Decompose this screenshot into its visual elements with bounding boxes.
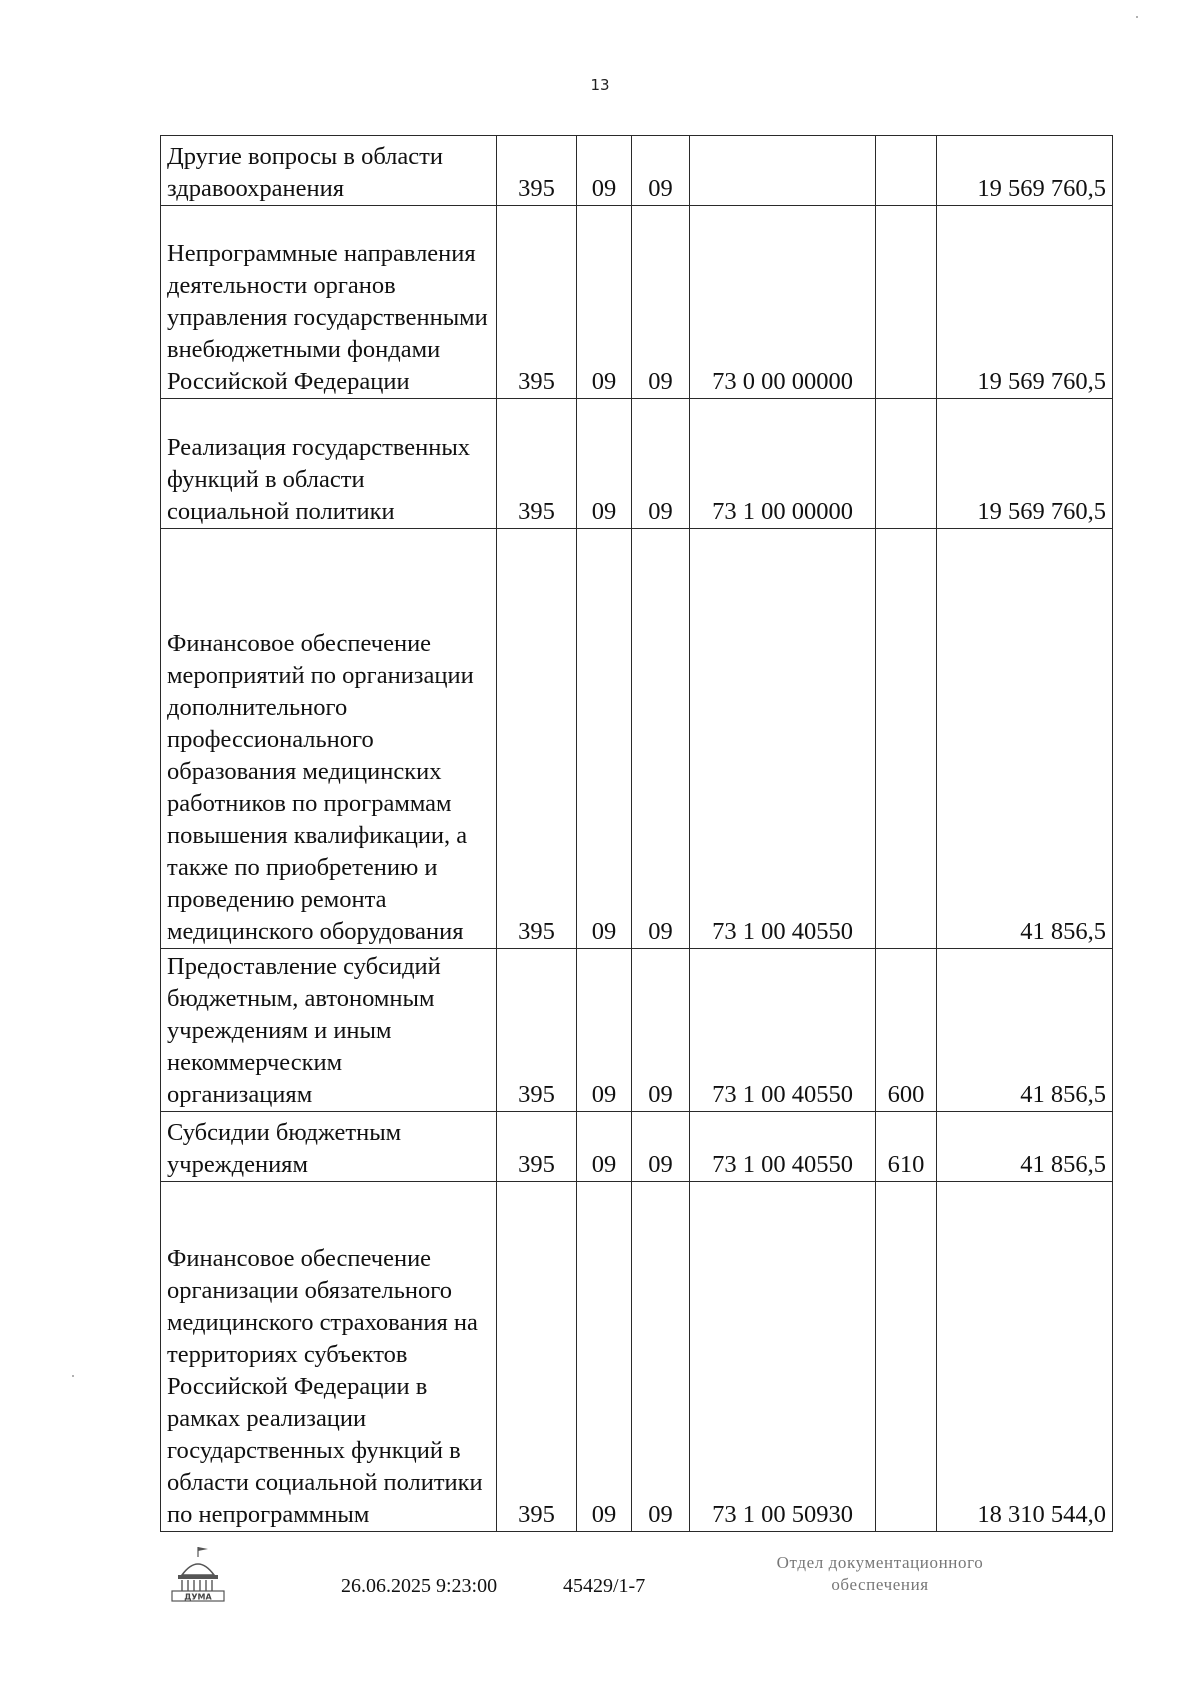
- expense-type-code: [876, 1182, 937, 1532]
- amount: 41 856,5: [937, 529, 1113, 949]
- scan-speck: [72, 1375, 74, 1377]
- subsection-code: 09: [632, 206, 690, 399]
- target-article-code: 73 1 00 40550: [690, 1112, 876, 1182]
- page-number: 13: [590, 76, 610, 94]
- table-row: [161, 1112, 1113, 1182]
- stamp-line-1: Отдел документационного: [776, 1553, 984, 1572]
- department-stamp: [700, 1552, 1060, 1596]
- target-article-code: 73 0 00 00000: [690, 206, 876, 399]
- target-article-code: 73 1 00 00000: [690, 399, 876, 529]
- section-code: 09: [577, 1182, 632, 1532]
- subsection-code: 09: [632, 1112, 690, 1182]
- expense-type-code: [876, 399, 937, 529]
- budget-table: [160, 135, 1113, 1532]
- logo-text: ДУМА: [184, 1592, 212, 1602]
- admin-code: 395: [497, 949, 577, 1112]
- section-code: 09: [577, 206, 632, 399]
- admin-code: 395: [497, 529, 577, 949]
- section-code: 09: [577, 1112, 632, 1182]
- admin-code: 395: [497, 1112, 577, 1182]
- amount: 41 856,5: [937, 1112, 1113, 1182]
- amount: 19 569 760,5: [937, 399, 1113, 529]
- expense-type-code: [876, 206, 937, 399]
- document-number: 45429/1-7: [563, 1575, 646, 1597]
- subsection-code: 09: [632, 949, 690, 1112]
- expense-type-code: 600: [876, 949, 937, 1112]
- target-article-code: 73 1 00 40550: [690, 949, 876, 1112]
- admin-code: 395: [497, 206, 577, 399]
- admin-code: 395: [497, 136, 577, 206]
- table-row: [161, 136, 1113, 206]
- target-article-code: 73 1 00 50930: [690, 1182, 876, 1532]
- table-row: [161, 1182, 1113, 1532]
- admin-code: 395: [497, 1182, 577, 1532]
- subsection-code: 09: [632, 1182, 690, 1532]
- table-row: [161, 949, 1113, 1112]
- scan-speck: [1136, 16, 1138, 18]
- subsection-code: 09: [632, 529, 690, 949]
- table-row: [161, 529, 1113, 949]
- row-name: Субсидии бюджетным учреждениям: [161, 1112, 497, 1182]
- target-article-code: 73 1 00 40550: [690, 529, 876, 949]
- section-code: 09: [577, 136, 632, 206]
- amount: 19 569 760,5: [937, 136, 1113, 206]
- expense-type-code: 610: [876, 1112, 937, 1182]
- table-row: [161, 399, 1113, 529]
- expense-type-code: [876, 136, 937, 206]
- amount: 41 856,5: [937, 949, 1113, 1112]
- row-name: Финансовое обеспечение организации обязательного медицинского страхования на территориях субъектов Российской Федерации в рамках реализации государственных функций в области социальной политики по непрограммным: [161, 1182, 497, 1532]
- amount: 19 569 760,5: [937, 206, 1113, 399]
- expense-type-code: [876, 529, 937, 949]
- amount: 18 310 544,0: [937, 1182, 1113, 1532]
- section-code: 09: [577, 949, 632, 1112]
- target-article-code: [690, 136, 876, 206]
- section-code: 09: [577, 399, 632, 529]
- section-code: 09: [577, 529, 632, 949]
- table-row: [161, 206, 1113, 399]
- row-name: Финансовое обеспечение мероприятий по организации дополнительного профессионального образования медицинских работников по программам повышения квалификации, а также по приобретению и проведению ремонта медицинского оборудования: [161, 529, 497, 949]
- stamp-line-2: обеспечения: [831, 1575, 929, 1594]
- row-name: Реализация государственных функций в области социальной политики: [161, 399, 497, 529]
- admin-code: 395: [497, 399, 577, 529]
- row-name: Непрограммные направления деятельности органов управления государственными внебюджетными фондами Российской Федерации: [161, 206, 497, 399]
- print-date: 26.06.2025 9:23:00: [341, 1575, 498, 1597]
- duma-building-logo-icon: [168, 1545, 238, 1605]
- row-name: Другие вопросы в области здравоохранения: [161, 136, 497, 206]
- subsection-code: 09: [632, 136, 690, 206]
- subsection-code: 09: [632, 399, 690, 529]
- row-name: Предоставление субсидий бюджетным, автономным учреждениям и иным некоммерческим организациям: [161, 949, 497, 1112]
